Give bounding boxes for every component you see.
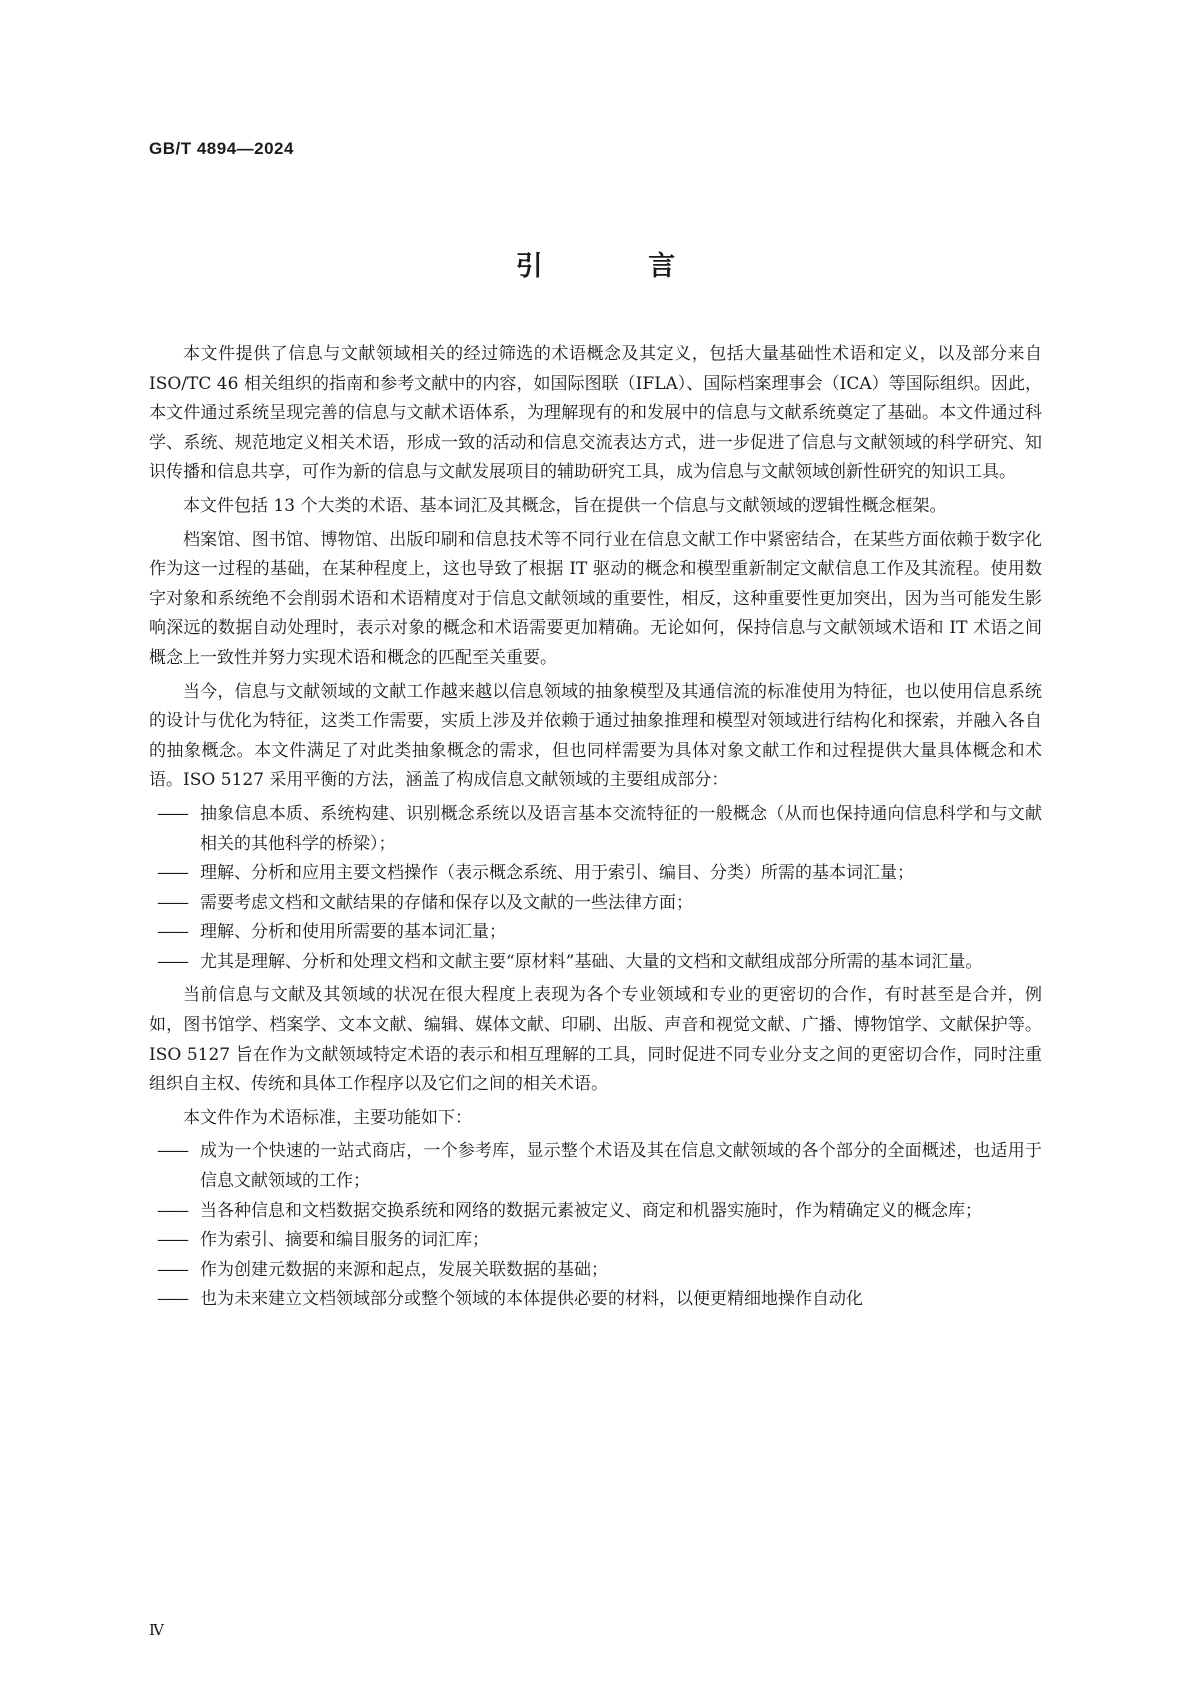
paragraph: 档案馆、图书馆、博物馆、出版印刷和信息技术等不同行业在信息文献工作中紧密结合，在某些方面依赖于数字化作为这一过程的基础，在某种程度上，这也导致了根据 IT 驱动的概念和模型重新制定文献信息工作及其流程。使用数字对象和系统绝不会削弱术语和术语精度对于信息文献领域的重要性，相反，这种重要性更加突出，因为当可能发生影响深远的数据自动处理时，表示对象的概念和术语需要更加精确。无论如何，保持信息与文献领域术语和 IT 术语之间概念上一致性并努力实现术语和概念的匹配至关重要。 bbox=[149, 529, 1042, 668]
list-item: —— 抽象信息本质、系统构建、识别概念系统以及语言基本交流特征的一般概念（从而也保持通向信息科学和与文献相关的其他科学的桥梁）； bbox=[149, 800, 1042, 859]
paragraph: 当今，信息与文献领域的文献工作越来越以信息领域的抽象模型及其通信流的标准使用为特征，也以使用信息系统的设计与优化为特征，这类工作需要，实质上涉及并依赖于通过抽象推理和模型对领域进行结构化和探索，并融入各自的抽象概念。本文件满足了对此类抽象概念的需求，但也同样需要为具体对象文献工作和过程提供大量具体概念和术语。ISO 5127 采用平衡的方法，涵盖了构成信息文献领域的主要组成部分： bbox=[149, 681, 1042, 791]
list-item: —— 成为一个快速的一站式商店，一个参考库，显示整个术语及其在信息文献领域的各个部分的全面概述，也适用于信息文献领域的工作； bbox=[149, 1137, 1042, 1196]
standard-code: GB/T 4894—2024 bbox=[149, 139, 294, 158]
list-item: —— 当各种信息和文档数据交换系统和网络的数据元素被定义、商定和机器实施时，作为精确定义的概念库； bbox=[149, 1197, 1042, 1227]
paragraph: 本文件提供了信息与文献领域相关的经过筛选的术语概念及其定义，包括大量基础性术语和定义，以及部分来自 ISO/TC 46 相关组织的指南和参考文献中的内容，如国际图联（IFLA）、国际档案理事会（ICA）等国际组织。因此，本文件通过系统呈现完善的信息与文献术语体系，为理解现有的和发展中的信息与文献系统奠定了基础。本文件通过科学、系统、规范地定义相关术语，形成一致的活动和信息交流表达方式，进一步促进了信息与文献领域的科学研究、知识传播和信息共享，可作为新的信息与文献发展项目的辅助研究工具，成为信息与文献领域创新性研究的知识工具。 bbox=[149, 344, 1042, 483]
list-item: —— 也为未来建立文档领域部分或整个领域的本体提供必要的材料，以便更精细地操作自动化 bbox=[149, 1285, 1042, 1315]
list-item: —— 需要考虑文档和文献结果的存储和保存以及文献的一些法律方面； bbox=[149, 889, 1042, 919]
paragraph: 本文件包括 13 个大类的术语、基本词汇及其概念，旨在提供一个信息与文献领域的逻辑性概念框架。 bbox=[183, 495, 947, 516]
list-item: —— 作为索引、摘要和编目服务的词汇库； bbox=[149, 1226, 1042, 1256]
paragraph: 当前信息与文献及其领域的状况在很大程度上表现为各个专业领域和专业的更密切的合作，有时甚至是合并，例如，图书馆学、档案学、文本文献、编辑、媒体文献、印刷、出版、声音和视觉文献、广播、博物馆学、文献保护等。ISO 5127 旨在作为文献领域特定术语的表示和相互理解的工具，同时促进不同专业分支之间的更密切合作，同时注重组织自主权、传统和具体工作程序以及它们之间的相关术语。 bbox=[149, 985, 1042, 1095]
list-item: —— 尤其是理解、分析和处理文档和文献主要“原材料”基础、大量的文档和文献组成部分所需的基本词汇量。 bbox=[149, 948, 1042, 978]
list-item: —— 作为创建元数据的来源和起点，发展关联数据的基础； bbox=[149, 1256, 1042, 1286]
function-list bbox=[149, 1137, 1042, 1315]
list-item: —— 理解、分析和使用所需要的基本词汇量； bbox=[149, 918, 1042, 948]
document-body bbox=[149, 340, 1042, 1319]
page-number: Ⅳ bbox=[149, 1621, 164, 1639]
list-item: —— 理解、分析和应用主要文档操作（表示概念系统、用于索引、编目、分类）所需的基本词汇量； bbox=[149, 859, 1042, 889]
page-title: 引 言 bbox=[515, 251, 724, 282]
paragraph: 本文件作为术语标准，主要功能如下： bbox=[183, 1107, 472, 1128]
component-list bbox=[149, 800, 1042, 978]
